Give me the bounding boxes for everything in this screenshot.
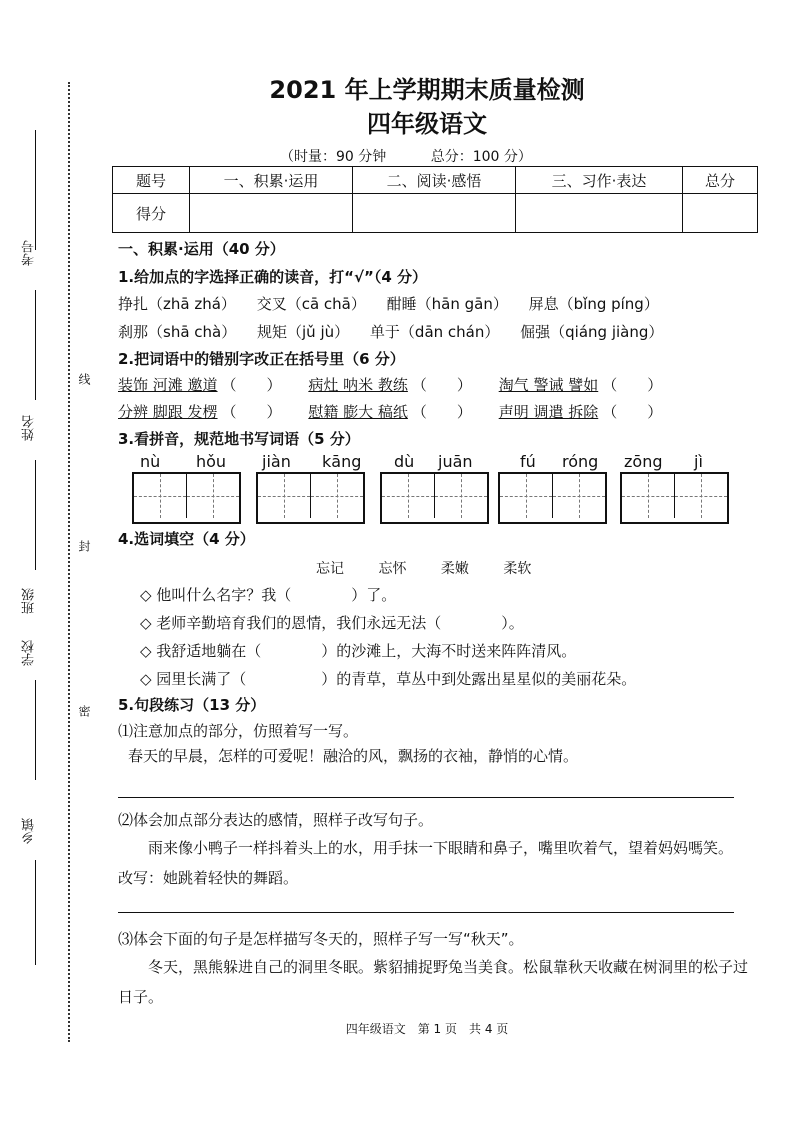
pinyin: jiàn: [262, 452, 291, 471]
q5-part-2-answer-line[interactable]: [118, 912, 734, 913]
seal-dotted-line: [68, 82, 70, 1042]
margin-line-name: [35, 290, 36, 400]
pinyin: róng: [562, 452, 599, 471]
question-4-title: 4.选词填空（4 分）: [118, 530, 255, 548]
seal-char-seal: 封: [77, 540, 91, 552]
writing-cell[interactable]: [382, 474, 435, 518]
q5-part-1-example: 春天的早晨，怎样的可爱呢！融洽的风，飘扬的衣袖，静悄的心情。: [128, 747, 579, 765]
writing-cell[interactable]: [675, 474, 727, 518]
q2-answer-bracket[interactable]: （ ）: [602, 403, 663, 421]
q1-item[interactable]: 刹那（shā chà）: [118, 323, 237, 341]
q3-writing-grid[interactable]: [132, 472, 241, 524]
pinyin: dù: [394, 452, 415, 471]
q3-pinyin-row: [118, 452, 758, 472]
writing-cell[interactable]: [258, 474, 311, 518]
time-limit: （时量：90 分钟: [280, 149, 387, 165]
q2-words: 装饰 河滩 邀道: [118, 376, 218, 394]
pinyin: nù: [140, 452, 161, 471]
margin-label-name: 姓名: [22, 415, 37, 441]
bank-word: 柔软: [503, 561, 532, 577]
pinyin: juān: [438, 452, 473, 471]
q5-part-3-title: ⑶体会下面的句子是怎样描写冬天的，照样子写一写“秋天”。: [118, 930, 524, 948]
q1-row-2: [118, 321, 679, 342]
q2-words: 声明 调遣 拆除: [498, 403, 599, 421]
pinyin: zōng: [624, 452, 663, 471]
exam-subtitle: 四年级语文: [367, 110, 487, 138]
q1-row-1: [118, 293, 675, 314]
score-cell[interactable]: [516, 194, 683, 233]
page-footer: 四年级语文 第 1 页 共 4 页: [345, 1022, 509, 1036]
q3-writing-grid[interactable]: [380, 472, 489, 524]
margin-line-class: [35, 460, 36, 570]
q4-sentence[interactable]: ◇ 园里长满了（ ）的青草，草丛中到处露出星星似的美丽花朵。: [140, 670, 637, 688]
bank-word: 忘记: [316, 561, 344, 577]
bank-word: 柔嫩: [440, 561, 469, 577]
q3-writing-grid[interactable]: [620, 472, 729, 524]
q2-words: 病灶 呐米 教练: [308, 376, 408, 394]
margin-line-top: [35, 130, 36, 250]
q1-item[interactable]: 规矩（jǔ jù）: [257, 323, 350, 341]
pinyin: jì: [694, 452, 703, 471]
writing-cell[interactable]: [622, 474, 675, 518]
score-cell[interactable]: [353, 194, 516, 233]
q5-part-1-answer-line[interactable]: [118, 797, 734, 798]
q2-row-1: [118, 374, 684, 395]
pinyin: kāng: [322, 452, 362, 471]
q4-sentence[interactable]: ◇ 老师辛勤培育我们的恩情，我们永远无法（ ）。: [140, 614, 524, 632]
score-header: 总分: [683, 167, 758, 194]
q1-item[interactable]: 单于（dān chán）: [369, 323, 500, 341]
q1-item[interactable]: 挣扎（zhā zhá）: [118, 295, 236, 313]
q2-words: 慰籍 膨大 稿纸: [308, 403, 408, 421]
question-1-title: 1.给加点的字选择正确的读音，打“√”（4 分）: [118, 268, 428, 286]
time-info: [280, 146, 572, 166]
score-header: 三、习作·表达: [516, 167, 683, 194]
exam-title: 2021 年上学期期末质量检测: [269, 76, 585, 104]
q2-answer-bracket[interactable]: （ ）: [221, 403, 282, 421]
pinyin: fú: [520, 452, 536, 471]
q1-item[interactable]: 倔强（qiáng jiàng）: [520, 323, 664, 341]
score-row-label: 得分: [113, 194, 190, 233]
q5-part-1-title: ⑴注意加点的部分，仿照着写一写。: [118, 722, 359, 740]
q1-item[interactable]: 交叉（cā chā）: [256, 295, 366, 313]
q1-item[interactable]: 屏息（bǐng píng）: [528, 295, 659, 313]
writing-cell[interactable]: [311, 474, 363, 518]
score-table: [112, 166, 758, 233]
q2-words: 淘气 警诫 譬如: [498, 376, 599, 394]
writing-cell[interactable]: [553, 474, 605, 518]
margin-label-exam-number: 考号: [22, 240, 37, 266]
margin-label-town: 乡镇: [22, 818, 37, 844]
q5-part-2-title: ⑵体会加点部分表达的感情，照样子改写句子。: [118, 811, 434, 829]
margin-line-town: [35, 860, 36, 965]
q2-words: 分辨 脚跟 发楞: [118, 403, 218, 421]
q2-answer-bracket[interactable]: （ ）: [411, 376, 472, 394]
q4-sentence[interactable]: ◇ 他叫什么名字？我（ ）了。: [140, 586, 397, 604]
q5-part-3-example: 冬天，黑熊躲进自己的洞里冬眠。紫貂捕捉野兔当美食。松鼠靠秋天收藏在树洞里的松子过日子。: [118, 958, 749, 1006]
q3-writing-grid[interactable]: [256, 472, 365, 524]
writing-cell[interactable]: [134, 474, 187, 518]
bank-word: 忘怀: [378, 561, 407, 577]
q3-writing-grid[interactable]: [498, 472, 607, 524]
writing-cell[interactable]: [187, 474, 239, 518]
question-5-title: 5.句段练习（13 分）: [118, 696, 266, 714]
q2-answer-bracket[interactable]: （ ）: [602, 376, 663, 394]
section-heading: 一、积累·运用（40 分）: [118, 240, 285, 258]
q2-answer-bracket[interactable]: （ ）: [221, 376, 282, 394]
margin-label-class: 班级: [22, 588, 37, 614]
seal-char-line: 线: [77, 373, 91, 385]
question-2-title: 2.把词语中的错别字改正在括号里（6 分）: [118, 350, 405, 368]
pinyin: hǒu: [196, 452, 227, 471]
score-cell[interactable]: [190, 194, 353, 233]
q4-sentence[interactable]: ◇ 我舒适地躺在（ ）的沙滩上，大海不时送来阵阵清风。: [140, 642, 577, 660]
score-header: 一、积累·运用: [190, 167, 353, 194]
total-score: 总分：100 分）: [430, 149, 532, 165]
q1-item[interactable]: 酣睡（hān gān）: [386, 295, 508, 313]
score-header: 题号: [113, 167, 190, 194]
q4-word-bank: [316, 558, 561, 578]
margin-label-school: 学校: [22, 640, 37, 666]
question-3-title: 3.看拼音，规范地书写词语（5 分）: [118, 430, 360, 448]
q2-answer-bracket[interactable]: （ ）: [411, 403, 472, 421]
score-cell[interactable]: [683, 194, 758, 233]
q5-part-2-example: 雨来像小鸭子一样抖着头上的水，用手抹一下眼睛和鼻子，嘴里吹着气，望着妈妈嗎笑。 改写：她跳着轻快的舞蹈。: [118, 839, 756, 887]
score-header: 二、阅读·感悟: [353, 167, 516, 194]
writing-cell[interactable]: [500, 474, 553, 518]
seal-char-secret: 密: [77, 705, 91, 717]
writing-cell[interactable]: [435, 474, 487, 518]
margin-line-school: [35, 680, 36, 780]
q2-row-2: [118, 401, 684, 422]
